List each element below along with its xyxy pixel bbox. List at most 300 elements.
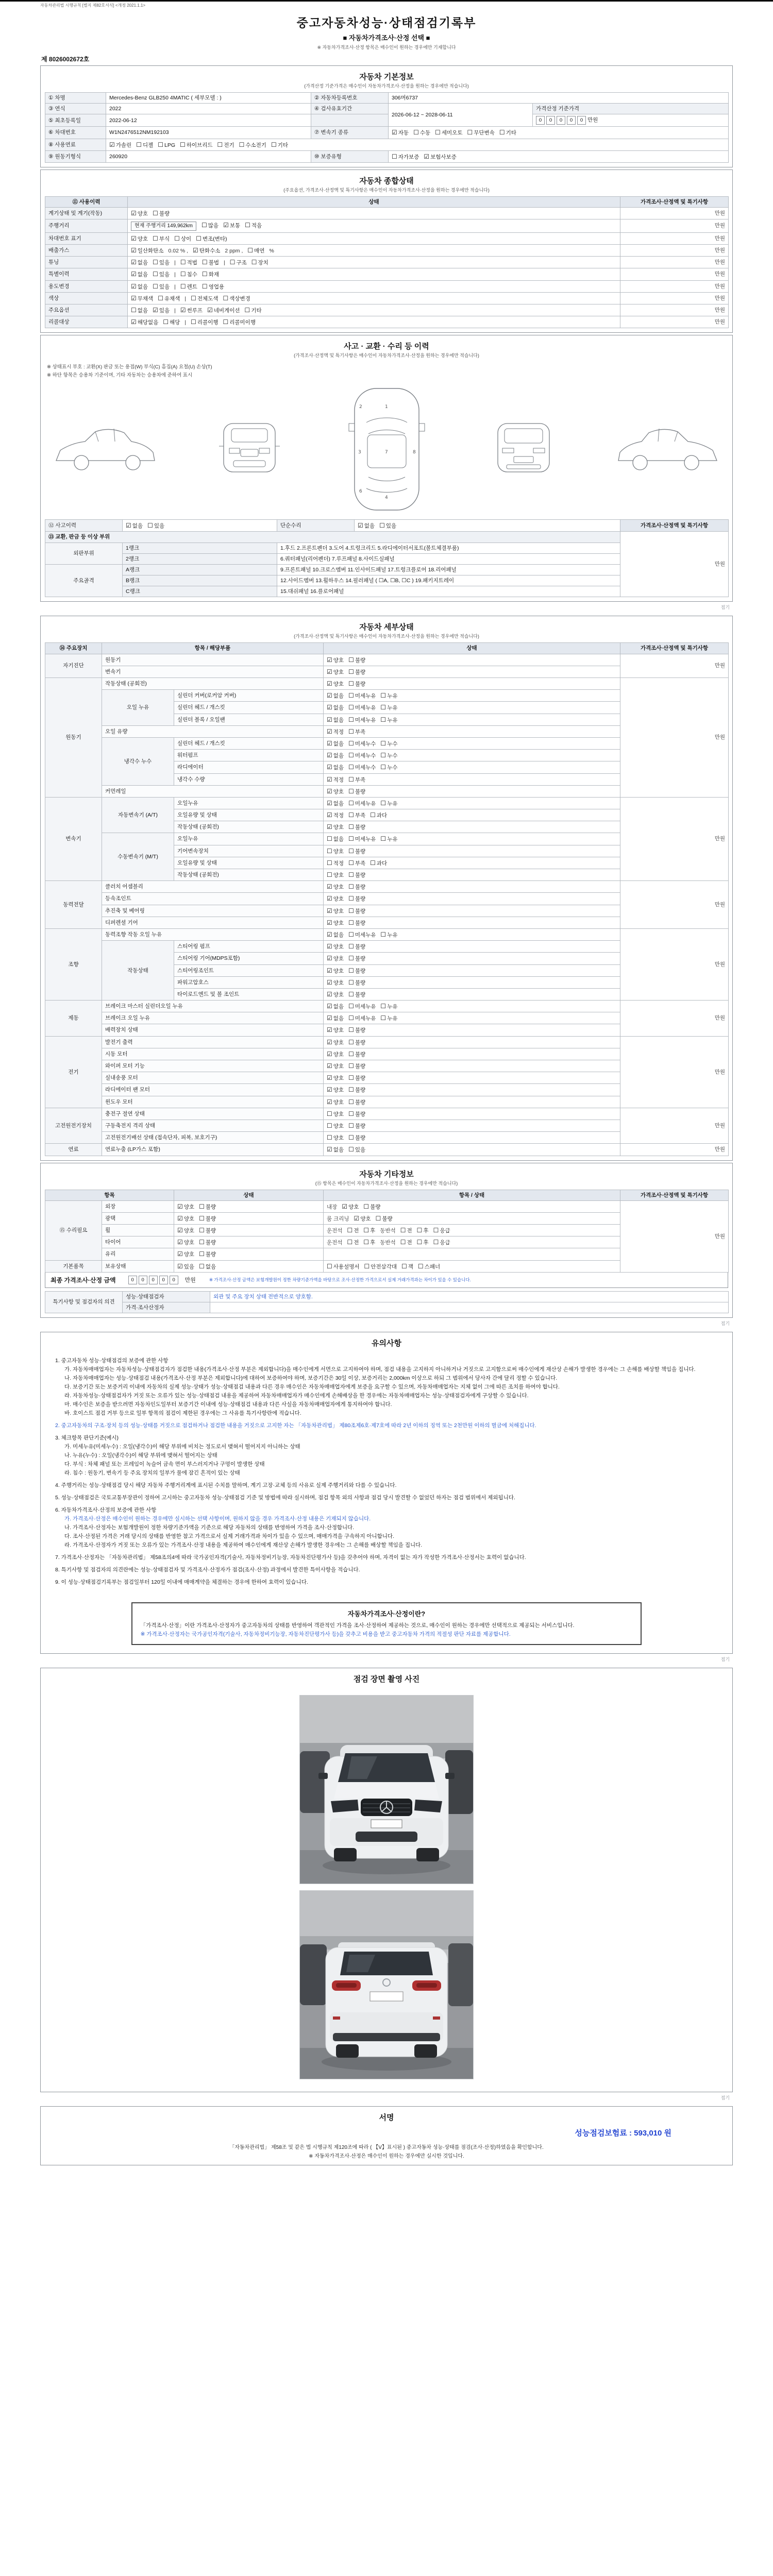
checkbox-cell xyxy=(324,690,620,702)
checkbox-checked[interactable]: ☑ xyxy=(392,129,397,137)
checkbox-checked[interactable]: ☑ xyxy=(327,1003,332,1010)
checkbox-checked[interactable]: ☑ xyxy=(180,306,186,314)
checkbox-unchecked[interactable]: ☐ xyxy=(348,1098,354,1106)
checkbox-unchecked[interactable]: ☐ xyxy=(327,1122,332,1129)
cell-text: 보유상태 xyxy=(105,1263,126,1269)
checkbox-checked[interactable]: ☑ xyxy=(327,1098,332,1106)
checkbox-label: 무채색 xyxy=(137,295,154,302)
section-note: (⑮ 항목은 매수인이 자동차가격조사·산정을 원하는 경우에만 적습니다) xyxy=(315,1180,458,1186)
checkbox-cell xyxy=(324,714,620,725)
checkbox-unchecked[interactable]: ☐ xyxy=(199,1227,205,1234)
checkbox-label: 불량 xyxy=(355,991,366,998)
checkbox-unchecked[interactable]: ☐ xyxy=(364,1262,370,1270)
checkbox-unchecked[interactable]: ☐ xyxy=(348,752,354,759)
checkbox-checked[interactable]: ☑ xyxy=(327,1146,332,1154)
value-cell xyxy=(102,917,324,928)
table-row xyxy=(45,127,729,139)
checkbox-checked[interactable]: ☑ xyxy=(223,222,229,229)
checkbox-unchecked[interactable]: ☐ xyxy=(327,1110,332,1117)
checkbox-unchecked[interactable]: ☐ xyxy=(348,764,354,771)
checkbox-unchecked[interactable]: ☐ xyxy=(375,1214,381,1222)
checkbox-checked[interactable]: ☑ xyxy=(131,318,137,326)
checkbox-unchecked[interactable]: ☐ xyxy=(180,270,186,278)
value-cell xyxy=(102,1212,174,1224)
document-title: 중고자동차성능·상태점검기록부 xyxy=(296,16,477,29)
checkbox-unchecked[interactable]: ☐ xyxy=(199,1239,205,1246)
checkbox-unchecked[interactable]: ☐ xyxy=(380,1014,386,1022)
checkbox-label: 리콜미이행 xyxy=(229,319,256,326)
checkbox-unchecked[interactable]: ☐ xyxy=(348,978,354,986)
checkbox-checked[interactable]: ☑ xyxy=(327,883,332,891)
cell-text: 스티어링 펌프 xyxy=(177,943,210,950)
value-cell xyxy=(102,1120,324,1131)
checkbox-checked[interactable]: ☑ xyxy=(342,1202,348,1210)
checkbox-checked[interactable]: ☑ xyxy=(327,1026,332,1034)
cell-text: 특기사항 및 점검자의 의견 xyxy=(53,1299,115,1306)
checkbox-checked[interactable]: ☑ xyxy=(177,1214,183,1222)
checkbox-unchecked[interactable]: ☐ xyxy=(416,1239,423,1246)
checkbox-unchecked[interactable]: ☐ xyxy=(196,234,201,242)
checkbox-unchecked[interactable]: ☐ xyxy=(400,1227,406,1234)
checkbox-unchecked[interactable]: ☐ xyxy=(348,1038,354,1046)
cell-text: 고전원전기배선 상태 (접속단자, 피복, 보호기구) xyxy=(105,1134,217,1141)
cell-text: 수동변속기 (M/T) xyxy=(117,854,158,860)
svg-text:7: 7 xyxy=(384,450,388,455)
checkbox-unchecked[interactable]: ☐ xyxy=(201,282,208,290)
checkbox-unchecked[interactable]: ☐ xyxy=(348,680,354,688)
value-cell xyxy=(102,1048,324,1060)
checkbox-checked[interactable]: ☑ xyxy=(327,716,332,723)
checkbox-unchecked[interactable]: ☐ xyxy=(348,739,354,747)
checkbox-unchecked[interactable]: ☐ xyxy=(229,259,236,266)
label-cell xyxy=(45,208,128,219)
checkbox-unchecked[interactable]: ☐ xyxy=(136,141,142,148)
cell-text: ⑫ 사고이력 xyxy=(48,522,76,529)
checkbox-unchecked[interactable]: ☐ xyxy=(327,859,332,867)
cell-text: 윈도우 모터 xyxy=(105,1098,133,1105)
checkbox-unchecked[interactable]: ☐ xyxy=(348,704,354,711)
checkbox-cell xyxy=(324,1012,620,1024)
table-row xyxy=(45,268,729,280)
checkbox-label: 불량 xyxy=(355,968,366,974)
checkbox-cell xyxy=(324,1260,620,1272)
checkbox-unchecked[interactable]: ☐ xyxy=(153,210,158,217)
checkbox-cell xyxy=(324,833,620,845)
checkbox-label: 있음 xyxy=(159,283,170,290)
price-cell xyxy=(620,208,729,219)
checkbox-unchecked[interactable]: ☐ xyxy=(327,1134,332,1142)
checkbox-unchecked[interactable]: ☐ xyxy=(180,282,186,290)
table-row xyxy=(45,104,729,114)
checkbox-unchecked[interactable]: ☐ xyxy=(392,152,397,160)
checkbox-checked[interactable]: ☑ xyxy=(327,967,332,974)
inline-label: 동반석 xyxy=(380,1240,396,1246)
checkbox-cell xyxy=(128,304,620,316)
checkbox-unchecked[interactable]: ☐ xyxy=(348,943,354,951)
checkbox-unchecked[interactable]: ☐ xyxy=(191,318,196,326)
checkbox-label: 누유 xyxy=(387,836,398,843)
checkbox-checked[interactable]: ☑ xyxy=(327,1074,332,1082)
checkbox-unchecked[interactable]: ☐ xyxy=(400,1239,406,1246)
checkbox-checked[interactable]: ☑ xyxy=(327,811,332,819)
checkbox-unchecked[interactable]: ☐ xyxy=(433,1227,439,1234)
cell-text: 고전원전기장치 xyxy=(55,1122,92,1129)
checkbox-unchecked[interactable]: ☐ xyxy=(370,811,376,819)
checkbox-unchecked[interactable]: ☐ xyxy=(327,1262,332,1270)
checkbox-unchecked[interactable]: ☐ xyxy=(435,129,441,137)
value-cell xyxy=(277,543,620,553)
checkbox-unchecked[interactable]: ☐ xyxy=(413,129,419,137)
checkbox-checked[interactable]: ☑ xyxy=(193,246,198,254)
checkbox-unchecked[interactable]: ☐ xyxy=(348,835,354,843)
label-cell xyxy=(45,127,106,139)
checkbox-unchecked[interactable]: ☐ xyxy=(347,1239,353,1246)
checkbox-unchecked[interactable]: ☐ xyxy=(244,306,250,314)
checkbox-checked[interactable]: ☑ xyxy=(327,752,332,759)
checkbox-unchecked[interactable]: ☐ xyxy=(245,222,250,229)
checkbox-unchecked[interactable]: ☐ xyxy=(348,1110,354,1117)
table-row xyxy=(45,93,729,104)
checkbox-cell xyxy=(128,244,620,256)
cell-text: 배출가스 xyxy=(48,247,70,253)
checkbox-checked[interactable]: ☑ xyxy=(327,1038,332,1046)
checkbox-unchecked[interactable]: ☐ xyxy=(348,1074,354,1082)
checkbox-checked[interactable]: ☑ xyxy=(177,1227,183,1234)
checkbox-unchecked[interactable]: ☐ xyxy=(327,871,332,879)
value-cell xyxy=(277,586,620,597)
price-survey-info-lines xyxy=(141,1621,633,1639)
cell-text: 실린더 헤드 / 개스킷 xyxy=(177,740,225,747)
value-cell xyxy=(174,702,324,714)
checkbox-unchecked[interactable]: ☐ xyxy=(327,835,332,843)
checkbox-unchecked[interactable]: ☐ xyxy=(348,859,354,867)
checkbox-unchecked[interactable]: ☐ xyxy=(348,727,354,735)
checkbox-unchecked[interactable]: ☐ xyxy=(348,955,354,962)
digit-box: 0 xyxy=(159,1276,168,1284)
checkbox-checked[interactable]: ☑ xyxy=(177,1250,183,1258)
label-cell xyxy=(123,575,277,586)
checkbox-checked[interactable]: ☑ xyxy=(327,668,332,675)
inspection-photo-rear xyxy=(299,1890,474,2079)
checkbox-checked[interactable]: ☑ xyxy=(131,210,137,217)
checkbox-unchecked[interactable]: ☐ xyxy=(153,259,158,266)
price-cell xyxy=(620,1200,729,1272)
checkbox-unchecked[interactable]: ☐ xyxy=(348,930,354,938)
cell-text: 12.사이드멤버 13.휠하우스 14.필러패널 ( ☐A, ☐B, ☐C ) 19.패키지트레이 xyxy=(280,578,455,584)
checkbox-checked[interactable]: ☑ xyxy=(327,1062,332,1070)
checkbox-unchecked[interactable]: ☐ xyxy=(348,990,354,998)
checkbox-checked[interactable]: ☑ xyxy=(327,787,332,795)
checkbox-label: 불량 xyxy=(382,1215,393,1222)
checkbox-checked[interactable]: ☑ xyxy=(327,692,332,700)
checkbox-checked[interactable]: ☑ xyxy=(327,656,332,664)
checkbox-unchecked[interactable]: ☐ xyxy=(158,294,163,302)
checkbox-checked[interactable]: ☑ xyxy=(131,282,137,290)
checkbox-unchecked[interactable]: ☐ xyxy=(271,141,277,148)
checkbox-unchecked[interactable]: ☐ xyxy=(348,775,354,783)
checkbox-checked[interactable]: ☑ xyxy=(327,1050,332,1058)
checkbox-unchecked[interactable]: ☐ xyxy=(380,799,386,807)
checkbox-checked[interactable]: ☑ xyxy=(327,764,332,771)
checkbox-label: 없음 xyxy=(333,705,344,711)
checkbox-unchecked[interactable]: ☐ xyxy=(199,1214,205,1222)
checkbox-label: 미세누유 xyxy=(355,931,376,938)
checkbox-label: 불량 xyxy=(355,824,366,831)
checkbox-unchecked[interactable]: ☐ xyxy=(348,656,354,664)
checkbox-unchecked[interactable]: ☐ xyxy=(379,522,385,530)
notice-subitem: 라. 침수 : 원동기, 변속기 등 주요 장치의 일부가 물에 잠긴 흔적이 있는 상태 xyxy=(64,1470,240,1477)
checkbox-unchecked[interactable]: ☐ xyxy=(348,1062,354,1070)
checkbox-cell xyxy=(324,809,620,821)
checkbox-unchecked[interactable]: ☐ xyxy=(348,1122,354,1129)
checkbox-unchecked[interactable]: ☐ xyxy=(348,847,354,855)
checkbox-unchecked[interactable]: ☐ xyxy=(347,1227,353,1234)
collapse-link[interactable]: 접기 xyxy=(720,605,730,611)
checkbox-unchecked[interactable]: ☐ xyxy=(158,141,164,148)
cell-text: 만원 xyxy=(587,117,598,124)
checkbox-checked[interactable]: ☑ xyxy=(177,1262,183,1270)
cell-text: 원동기 xyxy=(65,734,81,741)
checkbox-unchecked[interactable]: ☐ xyxy=(348,967,354,974)
checkbox-checked[interactable]: ☑ xyxy=(327,895,332,903)
checkbox-checked[interactable]: ☑ xyxy=(327,775,332,783)
checkbox-checked[interactable]: ☑ xyxy=(327,727,332,735)
label-cell xyxy=(311,127,389,139)
checkbox-unchecked[interactable]: ☐ xyxy=(199,1202,205,1210)
value-cell xyxy=(174,750,324,761)
checkbox-checked[interactable]: ☑ xyxy=(131,270,137,278)
checkbox-label: 불량 xyxy=(355,1111,366,1117)
checkbox-label: 없음 xyxy=(137,283,148,290)
checkbox-label: 화재 xyxy=(208,272,219,278)
checkbox-checked[interactable]: ☑ xyxy=(327,680,332,688)
checkbox-label: 없음 xyxy=(333,1004,344,1010)
checkbox-unchecked[interactable]: ☐ xyxy=(131,306,137,314)
cell-text: 주행거리 xyxy=(48,223,70,229)
checkbox-unchecked[interactable]: ☐ xyxy=(348,919,354,926)
cell-text: 차대번호 표기 xyxy=(48,235,81,242)
checkbox-label: 없음 xyxy=(132,523,143,530)
checkbox-unchecked[interactable]: ☐ xyxy=(201,270,208,278)
cell-text: 9.프론트패널 10.크로스멤버 11.인사이드패널 17.트렁크플로어 18.리어패널 xyxy=(280,566,457,573)
checkbox-unchecked[interactable]: ☐ xyxy=(180,141,186,148)
checkbox-unchecked[interactable]: ☐ xyxy=(217,141,223,148)
label-cell xyxy=(311,150,389,162)
checkbox-unchecked[interactable]: ☐ xyxy=(416,1227,423,1234)
price-cell xyxy=(620,268,729,280)
checkbox-unchecked[interactable]: ☐ xyxy=(348,1003,354,1010)
checkbox-unchecked[interactable]: ☐ xyxy=(201,259,208,266)
checkbox-unchecked[interactable]: ☐ xyxy=(239,141,245,148)
checkbox-unchecked[interactable]: ☐ xyxy=(191,294,196,302)
checkbox-label: 있음 xyxy=(183,1263,195,1270)
checkbox-checked[interactable]: ☑ xyxy=(177,1202,183,1210)
value-cell xyxy=(174,690,324,702)
checkbox-label: 변조(변타) xyxy=(202,235,227,242)
checkbox-unchecked[interactable]: ☐ xyxy=(247,246,254,254)
checkbox-unchecked[interactable]: ☐ xyxy=(348,787,354,795)
section-note: (가격산정 기준가격은 매수인이 자동차가격조사·산정을 원하는 경우에만 적습니다) xyxy=(304,83,469,89)
checkbox-label: 양호 xyxy=(183,1204,195,1210)
notice-item: 3. 체크항목 판단기준(예시) xyxy=(55,1435,119,1442)
checkbox-checked[interactable]: ☑ xyxy=(327,943,332,951)
checkbox-unchecked[interactable]: ☐ xyxy=(363,1202,369,1210)
checkbox-unchecked[interactable]: ☐ xyxy=(348,799,354,807)
checkbox-label: 전기 xyxy=(224,142,234,148)
checkbox-unchecked[interactable]: ☐ xyxy=(348,811,354,819)
checkbox-unchecked[interactable]: ☐ xyxy=(348,1086,354,1094)
checkbox-label: 미세누수 xyxy=(355,740,376,747)
checkbox-label: 과다 xyxy=(376,860,388,867)
checkbox-unchecked[interactable]: ☐ xyxy=(380,739,386,747)
checkbox-checked[interactable]: ☑ xyxy=(327,907,332,914)
checkbox-unchecked[interactable]: ☐ xyxy=(401,1262,407,1270)
cell-text: 광택 xyxy=(105,1215,116,1222)
checkbox-unchecked[interactable]: ☐ xyxy=(348,895,354,903)
checkbox-unchecked[interactable]: ☐ xyxy=(380,716,386,723)
checkbox-label: 양호 xyxy=(183,1228,195,1234)
checkbox-checked[interactable]: ☑ xyxy=(207,306,213,314)
checkbox-unchecked[interactable]: ☐ xyxy=(363,1227,369,1234)
checkbox-unchecked[interactable]: ☐ xyxy=(380,752,386,759)
checkbox-unchecked[interactable]: ☐ xyxy=(380,930,386,938)
checkbox-unchecked[interactable]: ☐ xyxy=(348,823,354,831)
checkbox-label: 양호 xyxy=(333,788,344,795)
checkbox-checked[interactable]: ☑ xyxy=(153,306,158,314)
checkbox-unchecked[interactable]: ☐ xyxy=(223,318,229,326)
checkbox-checked[interactable]: ☑ xyxy=(327,1086,332,1094)
cell-text: 실린더 헤드 / 개스킷 xyxy=(177,704,225,711)
checkbox-unchecked[interactable]: ☐ xyxy=(174,234,180,242)
inline-label: 운전석 xyxy=(327,1228,343,1234)
checkbox-unchecked[interactable]: ☐ xyxy=(380,1003,386,1010)
checkbox-unchecked[interactable]: ☐ xyxy=(348,668,354,675)
checkbox-checked[interactable]: ☑ xyxy=(327,930,332,938)
checkbox-unchecked[interactable]: ☐ xyxy=(153,234,158,242)
digit-box: 0 xyxy=(128,1276,137,1284)
cell-text: 성능·상태점검자 xyxy=(126,1293,164,1300)
checkbox-checked[interactable]: ☑ xyxy=(327,739,332,747)
collapse-link[interactable]: 접기 xyxy=(720,1321,730,1327)
digit-box: 0 xyxy=(546,116,555,125)
checkbox-unchecked[interactable]: ☐ xyxy=(147,522,153,530)
checkbox-unchecked[interactable]: ☐ xyxy=(251,259,257,266)
cell-text: 가격조사·산정액 및 특기사항 xyxy=(640,198,709,205)
checkbox-unchecked[interactable]: ☐ xyxy=(433,1239,439,1246)
checkbox-checked[interactable]: ☑ xyxy=(131,259,137,266)
checkbox-cell xyxy=(324,893,620,905)
checkbox-unchecked[interactable]: ☐ xyxy=(348,692,354,700)
table-row xyxy=(45,1190,729,1200)
checkbox-unchecked[interactable]: ☐ xyxy=(348,907,354,914)
checkbox-unchecked[interactable]: ☐ xyxy=(348,1050,354,1058)
checkbox-unchecked[interactable]: ☐ xyxy=(153,282,158,290)
checkbox-label: 없음 xyxy=(333,836,344,843)
cell-text: ⑬ 교환, 판금 등 이상 부위 xyxy=(48,534,110,540)
checkbox-unchecked[interactable]: ☐ xyxy=(380,704,386,711)
checkbox-checked[interactable]: ☑ xyxy=(358,522,363,530)
checkbox-checked[interactable]: ☑ xyxy=(126,522,131,530)
checkbox-label: 없음 xyxy=(333,753,344,759)
checkbox-unchecked[interactable]: ☐ xyxy=(348,1134,354,1142)
checkbox-checked[interactable]: ☑ xyxy=(327,955,332,962)
checkbox-label: 있음 xyxy=(385,523,397,530)
checkbox-unchecked[interactable]: ☐ xyxy=(199,1250,205,1258)
checkbox-unchecked[interactable]: ☐ xyxy=(417,1262,424,1270)
label-cell xyxy=(45,543,123,564)
label-cell xyxy=(533,104,729,114)
checkbox-unchecked[interactable]: ☐ xyxy=(199,1262,205,1270)
checkbox-unchecked[interactable]: ☐ xyxy=(327,847,332,855)
checkbox-checked[interactable]: ☑ xyxy=(424,152,430,160)
checkbox-unchecked[interactable]: ☐ xyxy=(180,259,186,266)
cell-text: 계기상태 및 계기(작동) xyxy=(48,210,103,217)
collapse-link[interactable]: 접기 xyxy=(720,2095,730,2100)
checkbox-label: 누유 xyxy=(387,1015,398,1022)
checkbox-unchecked[interactable]: ☐ xyxy=(163,318,169,326)
checkbox-unchecked[interactable]: ☐ xyxy=(467,129,473,137)
checkbox-checked[interactable]: ☑ xyxy=(327,823,332,831)
value-cell xyxy=(102,1108,324,1120)
checkbox-unchecked[interactable]: ☐ xyxy=(348,883,354,891)
checkbox-unchecked[interactable]: ☐ xyxy=(153,270,158,278)
table-row xyxy=(45,520,729,532)
checkbox-unchecked[interactable]: ☐ xyxy=(380,764,386,771)
checkbox-unchecked[interactable]: ☐ xyxy=(499,129,505,137)
checkbox-checked[interactable]: ☑ xyxy=(131,294,137,302)
checkbox-cell xyxy=(174,1236,324,1248)
notice-item: 9. 이 성능·상태점검기록부는 점검일부터 120일 이내에 매매계약을 체결하는 경우에 한하여 효력이 있습니다. xyxy=(55,1579,308,1586)
checkbox-checked[interactable]: ☑ xyxy=(327,799,332,807)
checkbox-unchecked[interactable]: ☐ xyxy=(363,1239,369,1246)
checkbox-checked[interactable]: ☑ xyxy=(177,1239,183,1246)
checkbox-unchecked[interactable]: ☐ xyxy=(348,716,354,723)
collapse-link[interactable]: 접기 xyxy=(720,1656,730,1662)
value-cell xyxy=(102,1024,324,1036)
checkbox-label: 누수 xyxy=(387,753,398,759)
value-cell xyxy=(174,845,324,857)
checkbox-label: 불법 xyxy=(208,260,219,266)
checkbox-unchecked[interactable]: ☐ xyxy=(223,294,229,302)
checkbox-checked[interactable]: ☑ xyxy=(327,978,332,986)
checkbox-unchecked[interactable]: ☐ xyxy=(348,1014,354,1022)
checkbox-checked[interactable]: ☑ xyxy=(109,141,115,148)
checkbox-label: 양호 xyxy=(333,1099,344,1106)
checkbox-checked[interactable]: ☑ xyxy=(131,246,137,254)
checkbox-unchecked[interactable]: ☐ xyxy=(348,871,354,879)
checkbox-unchecked[interactable]: ☐ xyxy=(348,1146,354,1154)
checkbox-unchecked[interactable]: ☐ xyxy=(370,859,376,867)
checkbox-unchecked[interactable]: ☐ xyxy=(348,1026,354,1034)
checkbox-unchecked[interactable]: ☐ xyxy=(201,222,207,229)
checkbox-checked[interactable]: ☑ xyxy=(131,234,137,242)
checkbox-checked[interactable]: ☑ xyxy=(327,990,332,998)
checkbox-label: LPG xyxy=(164,142,176,148)
checkbox-unchecked[interactable]: ☐ xyxy=(380,692,386,700)
checkbox-unchecked[interactable]: ☐ xyxy=(380,835,386,843)
checkbox-checked[interactable]: ☑ xyxy=(327,919,332,926)
header-cell xyxy=(45,643,102,654)
checkbox-label: 부식 xyxy=(159,235,170,242)
header-cell xyxy=(620,1190,729,1200)
table-row xyxy=(45,280,729,292)
checkbox-cell xyxy=(324,785,620,797)
checkbox-checked[interactable]: ☑ xyxy=(327,1014,332,1022)
checkbox-checked[interactable]: ☑ xyxy=(354,1214,360,1222)
table-row xyxy=(45,208,729,219)
checkbox-checked[interactable]: ☑ xyxy=(327,704,332,711)
cell-text: 2026-06-12 ~ 2028-06-11 xyxy=(392,112,453,118)
